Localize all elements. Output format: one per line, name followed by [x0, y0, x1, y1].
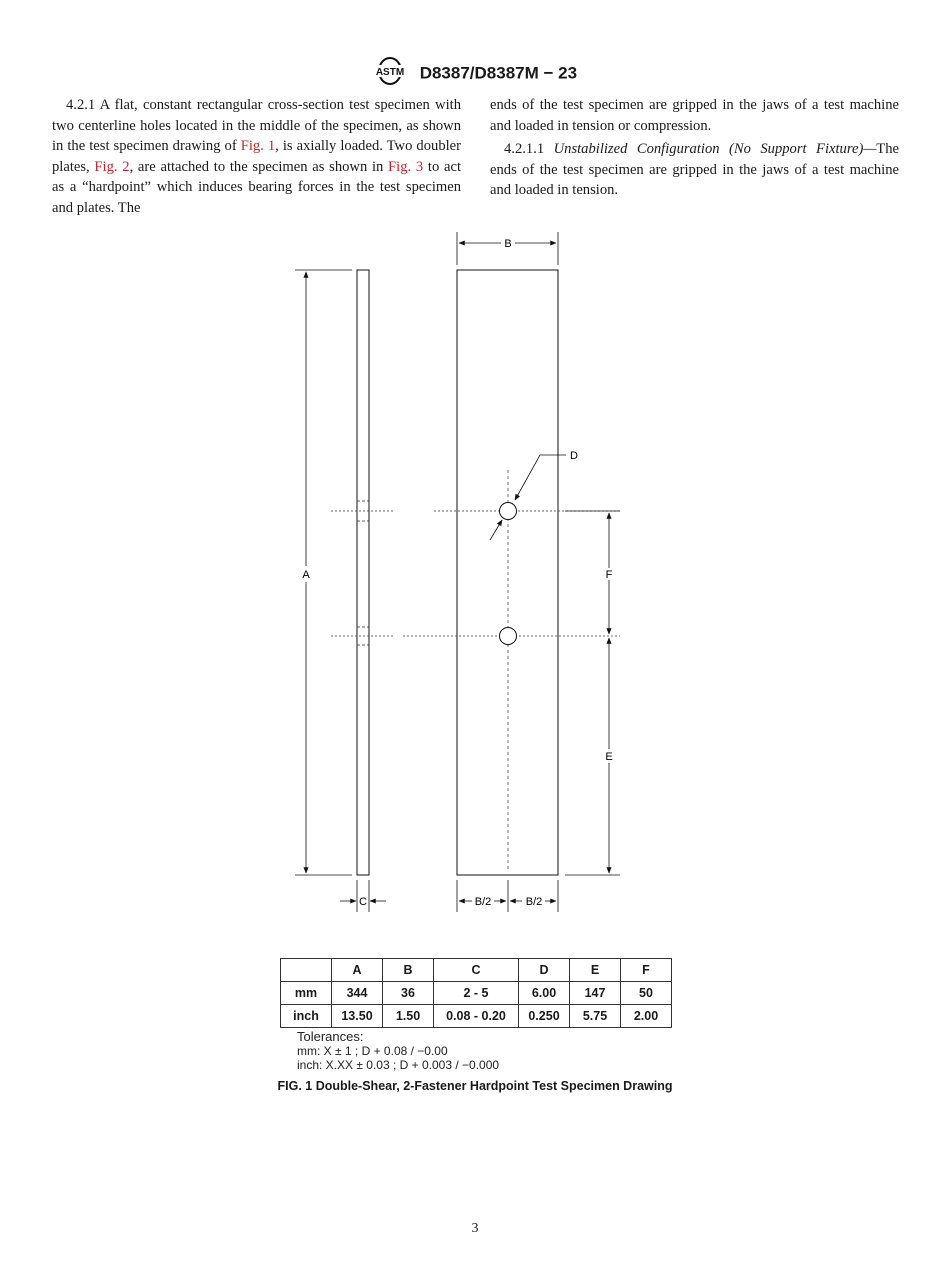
label-b: B [504, 238, 512, 250]
fig-2-link[interactable]: Fig. 2 [94, 158, 130, 175]
label-b-half-right: B/2 [525, 896, 543, 908]
table-cell: 50 [621, 982, 672, 1005]
table-row [281, 1005, 672, 1028]
table-cell: 6.00 [519, 982, 570, 1005]
paragraph-text: , are attached to the specimen as shown in [129, 158, 389, 175]
table-cell: 344 [332, 982, 383, 1005]
table-cell: 2 - 5 [434, 982, 519, 1005]
hole-centerlines [331, 511, 620, 636]
tolerances-block [297, 1030, 499, 1072]
fig-1-link[interactable]: Fig. 1 [240, 138, 276, 154]
lower-hole [500, 628, 517, 645]
table-cell: 147 [570, 982, 621, 1005]
figure-caption: FIG. 1 Double-Shear, 2-Fastener Hardpoint Test Specimen Drawing [277, 1079, 673, 1093]
specimen-front-view [457, 270, 558, 875]
table-header-row [281, 959, 672, 982]
dimension-d [490, 455, 566, 540]
side-hole-hidden-lines [357, 501, 369, 645]
section-number: 4.2.1.1 [504, 141, 545, 157]
table-header-cell: A [332, 959, 383, 982]
tolerances-title: Tolerances: [297, 1029, 364, 1044]
subsection-heading: Unstabilized Configuration (No Support Fixture)— [544, 141, 877, 157]
table-header-cell: D [519, 959, 570, 982]
specimen-side-view [357, 270, 369, 875]
paragraph-continued: ends of the test specimen are gripped in the jaws of a test machine and loaded in tension or compression. [490, 97, 899, 134]
table-header-cell: F [621, 959, 672, 982]
paragraph-text: A flat, constant rectangular cross-section test specimen with two centerline holes located in the middle of the specimen, as shown in the test specimen drawing of [52, 97, 461, 154]
table-header-cell [281, 959, 332, 982]
dimensions-table [280, 958, 672, 1028]
table-cell: inch [281, 1005, 332, 1028]
tolerances-inch: inch: X.XX ± 0.03 ; D + 0.003 / −0.000 [297, 1058, 500, 1072]
label-b-half-left: B/2 [474, 896, 492, 908]
table-cell: 1.50 [383, 1005, 434, 1028]
label-a: A [302, 569, 310, 581]
standard-designation: D8387/D8387M − 23 [419, 63, 578, 83]
table-cell: 0.08 - 0.20 [434, 1005, 519, 1028]
table-header-cell: B [383, 959, 434, 982]
section-number: 4.2.1 [66, 97, 96, 113]
table-row [281, 982, 672, 1005]
label-f: F [605, 569, 613, 581]
page-number: 3 [471, 1221, 479, 1236]
label-c: C [359, 896, 367, 908]
paragraph-text: to act as a “hardpoint” which induces bearing forces in the test specimen and plates. The [52, 158, 461, 216]
table-header-cell: C [434, 959, 519, 982]
dimension-b-half [457, 880, 558, 912]
paragraph-text: The ends of the test specimen are gripped in the jaws of a test machine and loaded in tension. [490, 141, 899, 198]
table-cell: 2.00 [621, 1005, 672, 1028]
table-cell: 13.50 [332, 1005, 383, 1028]
table-cell: mm [281, 982, 332, 1005]
table-cell: 5.75 [570, 1005, 621, 1028]
table-header-cell: E [570, 959, 621, 982]
label-e: E [605, 751, 613, 763]
table-cell: 0.250 [519, 1005, 570, 1028]
svg-text:ASTM: ASTM [375, 67, 405, 78]
dimension-f-e [565, 511, 620, 875]
label-d: D [570, 450, 578, 462]
fig-3-link[interactable]: Fig. 3 [388, 158, 424, 175]
tolerances-mm: mm: X ± 1 ; D + 0.08 / −0.00 [297, 1044, 448, 1058]
upper-hole [500, 503, 517, 520]
table-cell: 36 [383, 982, 434, 1005]
paragraph-text: , is axially loaded. Two doubler plates, [52, 138, 462, 175]
